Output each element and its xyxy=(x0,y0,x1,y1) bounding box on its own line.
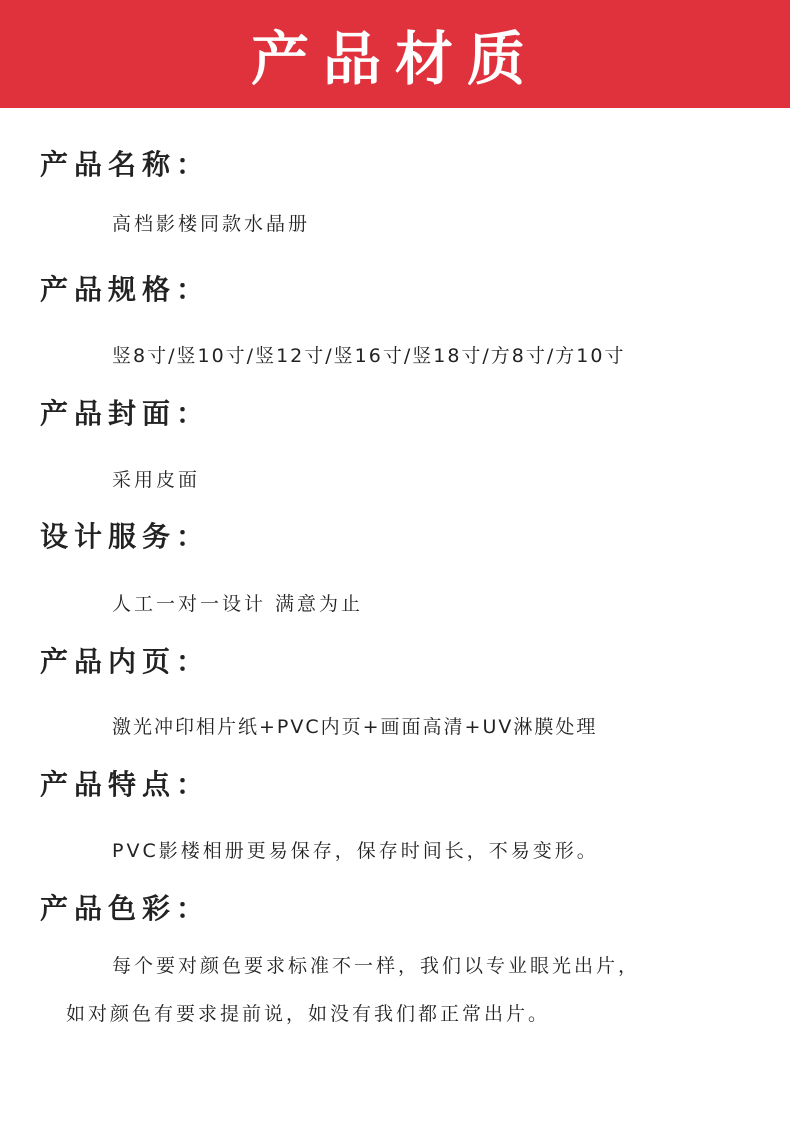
section-heading: 产品规格： xyxy=(40,273,211,306)
section-text: 高档影楼同款水晶册 xyxy=(112,213,311,235)
section-heading: 产品封面： xyxy=(40,397,211,430)
section-text: 如对颜色有要求提前说，如没有我们都正常出片。 xyxy=(66,1003,551,1025)
section-text: PVC影楼相册更易保存，保存时间长，不易变形。 xyxy=(112,840,599,862)
section-heading: 产品特点： xyxy=(40,768,211,801)
section-text: 竖8寸/竖10寸/竖12寸/竖16寸/竖18寸/方8寸/方10寸 xyxy=(112,345,626,367)
title-banner xyxy=(0,0,790,108)
section-heading: 产品内页： xyxy=(40,645,211,678)
section-heading: 设计服务： xyxy=(40,520,211,553)
page-title: 产品材质 xyxy=(250,25,539,93)
section-text: 采用皮面 xyxy=(112,469,201,491)
section-heading: 产品名称： xyxy=(40,148,211,181)
section-text: 人工一对一设计 满意为止 xyxy=(112,593,364,615)
section-heading: 产品色彩： xyxy=(40,892,211,925)
section-text: 每个要对颜色要求标准不一样，我们以专业眼光出片， xyxy=(112,955,641,977)
section-text: 激光冲印相片纸+PVC内页+画面高清+UV淋膜处理 xyxy=(112,716,598,738)
